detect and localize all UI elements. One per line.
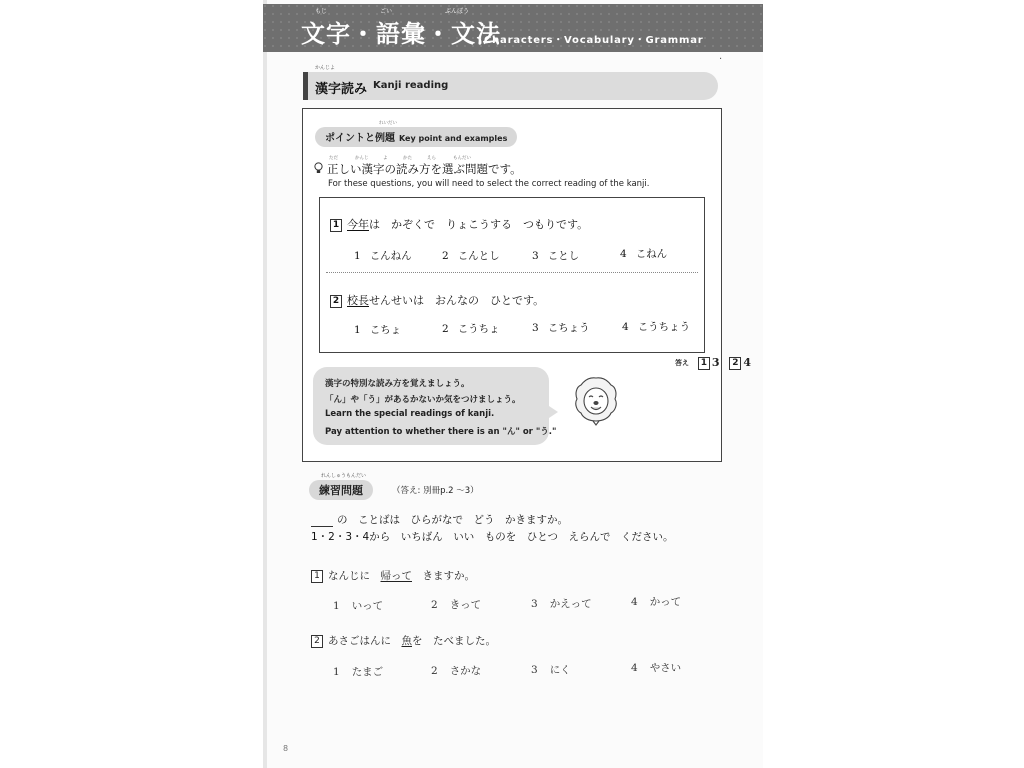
option: 3 こちょう	[532, 322, 590, 334]
option: 4 かって	[631, 596, 682, 608]
answer-key	[675, 356, 757, 370]
question-number: 1	[311, 570, 323, 583]
chapter-title: 文字・語彙・文法	[301, 20, 501, 48]
header-ruby: もじ	[315, 8, 328, 15]
chapter-subtitle: Characters・Vocabulary・Grammar	[484, 35, 704, 46]
answer-label: 答え	[675, 359, 689, 367]
option: 2 こんとし	[442, 250, 500, 262]
textbook-page	[263, 0, 763, 768]
answer-value: 3	[711, 356, 720, 369]
intro-text: 正しい漢字の読み方を選ぶ問題です。	[327, 162, 522, 176]
key-point-label-en: Key point and examples	[399, 134, 508, 143]
section-ruby: かんじよ	[315, 65, 336, 71]
tip-line: Pay attention to whether there is an "ん" or "う."	[325, 427, 557, 437]
lightbulb-icon	[314, 162, 323, 174]
underline-blank	[311, 516, 333, 527]
label-ruby: れいだい	[379, 121, 397, 126]
option: 1 こんねん	[354, 250, 412, 262]
option: 3 かえって	[531, 598, 592, 610]
example-question-1	[330, 216, 588, 232]
option: 3 ことし	[532, 250, 580, 262]
intro-ruby: もんだい	[453, 156, 471, 161]
intro-ruby: かんじ	[355, 156, 369, 161]
key-point-box	[302, 108, 751, 462]
tip-line: 「ん」や「う」があるかないか気をつけましょう。	[325, 395, 521, 405]
section-title-english: Kanji reading	[373, 80, 449, 91]
option: 2 きって	[431, 599, 482, 611]
option: 4 こねん	[620, 248, 668, 260]
intro-ruby: かた	[403, 156, 412, 161]
practice-instruction-1	[311, 512, 568, 527]
target-word: 魚	[401, 635, 412, 647]
option: 1 いって	[333, 600, 384, 612]
practice-question-2: 2 あさごはんに 魚を たべました。	[311, 633, 496, 648]
tip-speech-bubble	[313, 367, 557, 445]
key-point-label	[315, 127, 517, 147]
target-word: 帰って	[380, 570, 412, 582]
tip-line: Learn the special readings of kanji.	[325, 409, 495, 419]
option: 1 たまご	[333, 666, 384, 678]
question-number: 2	[330, 295, 342, 308]
practice-label: 練習問題	[309, 480, 373, 500]
page-number: 8	[283, 744, 289, 753]
key-point-label-jp: ポイントと例題	[325, 133, 395, 144]
header-ruby: ごい	[380, 8, 393, 15]
target-kanji: 今年	[347, 218, 369, 231]
intro-ruby: えら	[427, 156, 436, 161]
question-text: は かぞくで りょこうする つもりです。	[369, 218, 589, 231]
chapter-header	[263, 4, 763, 52]
header-ruby: ぶんぽう	[445, 8, 470, 15]
scan-mark: ·	[719, 54, 723, 65]
dotted-divider	[326, 272, 698, 273]
intro-text-english: For these questions, you will need to select the correct reading of the kanji.	[328, 179, 650, 189]
section-accent	[303, 72, 308, 100]
practice-answer-reference: （答え: 別冊p.2 〜3）	[392, 486, 479, 496]
answer-question-number: 1	[698, 357, 710, 370]
instruction-text: の ことばは ひらがなで どう かきますか。	[337, 514, 568, 526]
lion-mascot-icon	[573, 375, 619, 427]
example-question-2	[330, 292, 544, 308]
tip-line: 漢字の特別な読み方を覚えましょう。	[325, 379, 470, 389]
option: 2 こうちょ	[442, 323, 500, 335]
question-text: せんせいは おんなの ひとです。	[369, 294, 545, 307]
option: 3 にく	[531, 664, 571, 676]
section-title: 漢字読み	[315, 82, 368, 97]
option: 4 こうちょう	[622, 321, 691, 333]
answer-question-number: 2	[729, 357, 741, 370]
speech-bubble-tail	[546, 404, 558, 420]
answer-value: 4	[743, 356, 751, 369]
section-heading-bar	[303, 72, 718, 100]
practice-question-1: 1 なんじに 帰って きますか。	[311, 568, 475, 583]
practice-instruction-2: 1・2・3・4から いちばん いい ものを ひとつ えらんで ください。	[311, 531, 674, 543]
question-number: 1	[330, 219, 342, 232]
option: 2 さかな	[431, 665, 482, 677]
option: 4 やさい	[631, 662, 682, 674]
target-kanji: 校長	[347, 294, 369, 307]
intro-ruby: よ	[383, 156, 388, 161]
page-edge	[263, 0, 267, 768]
practice-ruby: れんしゅうもんだい	[321, 473, 367, 479]
option: 1 こちょ	[354, 324, 402, 336]
question-number: 2	[311, 635, 323, 648]
intro-ruby: ただ	[329, 156, 338, 161]
example-questions-box	[319, 197, 705, 353]
